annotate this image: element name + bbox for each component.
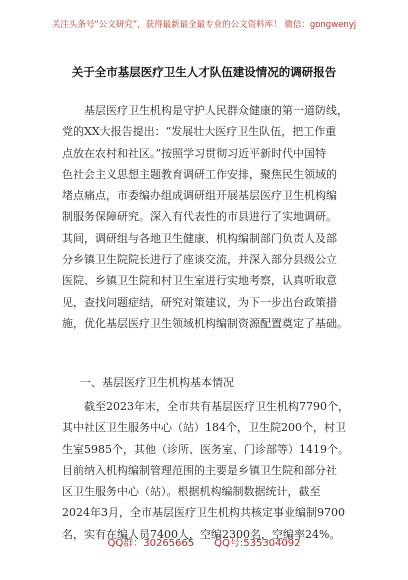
paragraph-line: 其间，调研组与各地卫生健康、机构编制部门负责人及部	[62, 231, 337, 245]
paragraph-line: 截至2023年末，全市共有基层医疗卫生机构7790个，	[62, 400, 349, 413]
paragraph-line: 色社会主义思想主题教育调研工作安排，聚焦民生领域的	[62, 167, 337, 181]
paragraph-line: 目前纳入机构编制管理范围的主要是乡镇卫生院和部分社	[62, 463, 337, 477]
paragraph-line: 党的XX大报告提出：“发展壮大医疗卫生队伍，把工作重	[62, 125, 337, 139]
section-heading: 一、基层医疗卫生机构基本情况	[80, 376, 234, 389]
paragraph-line: 区卫生服务中心（站）。根据机构编制数据统计，截至	[62, 485, 321, 499]
paragraph-line: 医院、乡镇卫生院和村卫生室进行实地考察，认真听取意	[62, 274, 337, 288]
paragraph-line: 分乡镇卫生院院长进行了座谈交流，并深入部分县级公立	[62, 253, 337, 267]
paragraph-line: 基层医疗卫生机构是守护人民群众健康的第一道防线，	[62, 104, 348, 117]
contact-footer: QQ群：30265665 QQ号:535304092	[107, 538, 301, 549]
paragraph-line: 见，查找问题症结，研究对策建议，为下一步出台政策措	[62, 295, 337, 309]
paragraph-line: 制服务保障研究。深入有代表性的市县进行了实地调研。	[62, 210, 337, 224]
paragraph-line: 堵点痛点，市委编办组成调研组开展基层医疗卫生机构编	[62, 189, 337, 203]
stats-paragraph	[62, 396, 352, 545]
paragraph-line: 2024年3月，全市基层医疗卫生机构共核定事业编制9700	[62, 506, 345, 520]
paragraph-line: 生室5985个，其他（诊所、医务室、门诊部等）1419个。	[62, 442, 349, 456]
intro-paragraph	[62, 100, 352, 334]
paragraph-line: 名，实有在编人员7400人，空编2300名，空编率24%。	[62, 527, 341, 541]
paragraph-line: 点放在农村和社区。”按照学习贯彻习近平新时代中国特	[62, 146, 327, 160]
paragraph-line: 其中社区卫生服务中心（站）184个，卫生院200个，村卫	[62, 421, 346, 435]
promo-header: 关注头条号“公文研究”，获得最新最全最专业的公文资料库！ 微信：gongwenyj	[51, 20, 357, 30]
paragraph-line: 施，优化基层医疗卫生领域机构编制资源配置奠定了基础。	[62, 316, 348, 330]
document-title: 关于全市基层医疗卫生人才队伍建设情况的调研报告	[71, 65, 337, 79]
